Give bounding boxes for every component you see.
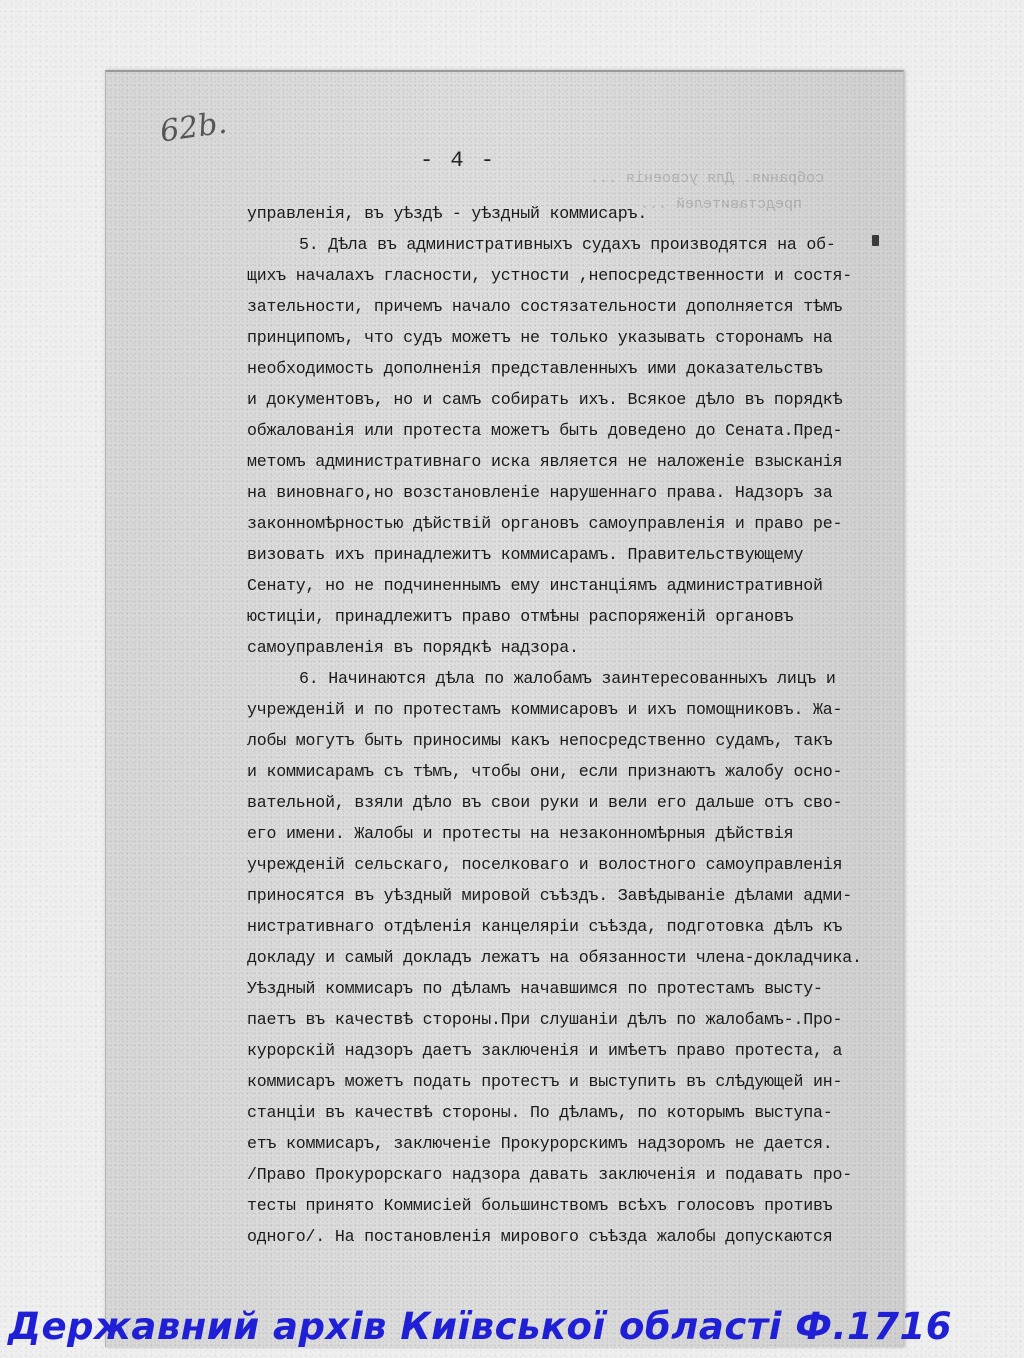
text-line: тесты принято Коммисіей большинствомъ всѣхъ голосовъ противъ xyxy=(247,1196,833,1215)
text-line: приносятся въ уѣздный мировой съѣздъ. Завѣдываніе дѣлами адми- xyxy=(247,886,852,905)
text-line: визовать ихъ принадлежитъ коммисарамъ. Правительствующему xyxy=(247,545,804,564)
bleed-through-text: собрания. Для усвоенія ... xyxy=(590,170,825,187)
text-line: и коммисарамъ съ тѣмъ, чтобы они, если признаютъ жалобу осно- xyxy=(247,762,843,781)
text-line: законномѣрностью дѣйствій органовъ самоуправленія и право ре- xyxy=(247,514,843,533)
text-line: етъ коммисаръ, заключеніе Прокурорскимъ надзоромъ не дается. xyxy=(247,1134,833,1153)
text-line: 5. Дѣла въ административныхъ судахъ производятся на об- xyxy=(299,235,836,254)
text-line: докладу и самый докладъ лежатъ на обязанности члена-докладчика. xyxy=(247,948,862,967)
text-line: на виновнаго,но возстановленіе нарушеннаго права. Надзоръ за xyxy=(247,483,833,502)
handwritten-folio-number: 62b. xyxy=(157,105,230,150)
text-line: метомъ административнаго иска является не наложеніе взысканія xyxy=(247,452,843,471)
text-line: обжалованія или протеста можетъ быть доведено до Сената.Пред- xyxy=(247,421,843,440)
text-line: и документовъ, но и самъ собирать ихъ. Всякое дѣло въ порядкѣ xyxy=(247,390,843,409)
text-line: принципомъ, что судъ можетъ не только указывать сторонамъ на xyxy=(247,328,833,347)
text-line: одного/. На постановленія мирового съѣзда жалобы допускаются xyxy=(247,1227,833,1246)
text-line: паетъ въ качествѣ стороны.При слушаніи дѣлъ по жалобамъ-.Про- xyxy=(247,1010,843,1029)
text-line: зательности, причемъ начало состязательности дополняется тѣмъ xyxy=(247,297,843,316)
text-line: управленія, въ уѣздѣ - уѣздный коммисаръ. xyxy=(247,204,648,223)
text-line: курорскій надзоръ даетъ заключенія и имѣетъ право протеста, а xyxy=(247,1041,843,1060)
text-line: станціи въ качествѣ стороны. По дѣламъ, по которымъ выступа- xyxy=(247,1103,833,1122)
text-line: необходимость дополненія представленныхъ ими доказательствъ xyxy=(247,359,823,378)
text-line: Сенату, но не подчиненнымъ ему инстанціямъ административной xyxy=(247,576,823,595)
text-line: юстиціи, принадлежитъ право отмѣны распоряженій органовъ xyxy=(247,607,794,626)
bleed-through-text: представителей ... xyxy=(640,196,803,213)
text-line: 6. Начинаются дѣла по жалобамъ заинтересованныхъ лицъ и xyxy=(299,669,836,688)
text-line: щихъ началахъ гласности, устности ,непосредственности и состя- xyxy=(247,266,852,285)
text-line: нистративнаго отдѣленія канцеляріи съѣзда, подготовка дѣлъ къ xyxy=(247,917,843,936)
text-line: /Право Прокурорскаго надзора давать заключенія и подавать про- xyxy=(247,1165,852,1184)
text-line: вательной, взяли дѣло въ свои руки и вели его дальше отъ сво- xyxy=(247,793,843,812)
text-line: коммисаръ можетъ подать протестъ и выступить въ слѣдующей ин- xyxy=(247,1072,843,1091)
typed-text-body xyxy=(247,198,887,1252)
text-line: лобы могутъ быть приносимы какъ непосредственно судамъ, такъ xyxy=(247,731,833,750)
text-line: Уѣздный коммисаръ по дѣламъ начавшимся по протестамъ высту- xyxy=(247,979,823,998)
archive-watermark: Державний архів Київської області Ф.1716 xyxy=(8,1305,953,1348)
text-line: учрежденій и по протестамъ коммисаровъ и ихъ помощниковъ. Жа- xyxy=(247,700,843,719)
text-line: учрежденій сельскаго, поселковаго и волостного самоуправленія xyxy=(247,855,843,874)
text-line: самоуправленія въ порядкѣ надзора. xyxy=(247,638,579,657)
text-line: его имени. Жалобы и протесты на незаконномѣрныя дѣйствія xyxy=(247,824,794,843)
page-number: - 4 - xyxy=(420,148,497,173)
